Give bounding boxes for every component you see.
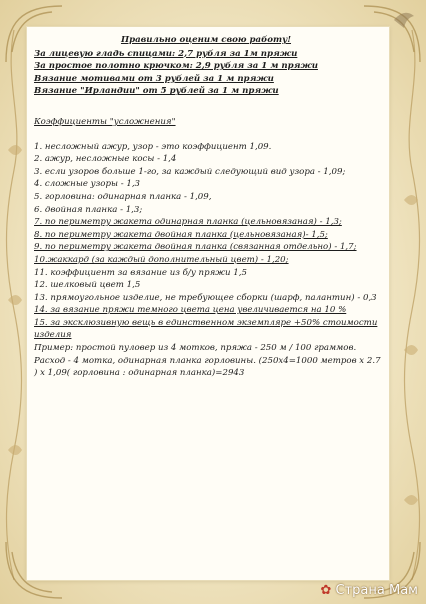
coefficient-list (34, 141, 386, 343)
example-paragraph: Пример: простой пуловер из 4 мотков, пряжа - 250 м / 100 граммов. Расход - 4 мотка, одинарная планка горловины. (250х4=1000 метров х 2.7 ) х 1,09( горловина : одинарная планка)=2943 (34, 343, 381, 379)
rate-line: Вязание мотивами от 3 рублей за 1 м пряжи (34, 73, 274, 84)
right-ornament-border (396, 0, 426, 604)
coefficient-item: 6. двойная планка - 1,3; (34, 204, 143, 215)
coefficient-item: 8. по периметру жакета двойная планка (цельновязаная)- 1,5; (34, 229, 328, 240)
coefficient-item: 13. прямоугольное изделие, не требующее сборки (шарф, палантин) - 0,3 (34, 292, 377, 303)
coefficient-item: 5. горловина: одинарная планка - 1,09, (34, 191, 212, 202)
coefficient-item: 14. за вязание пряжи темного цвета цена увеличивается на 10 % (34, 305, 347, 316)
watermark-badge-icon: ✿ (320, 583, 332, 598)
rate-line: За простое полотно крючком: 2,9 рубля за 1 м пряжи (34, 61, 318, 72)
document-content (34, 34, 386, 380)
coefficient-item: 10.жаккард (за каждый дополнительный цвет) - 1,20; (34, 254, 289, 265)
page-title: Правильно оценим свою работу! (120, 35, 292, 45)
section-title: Коэффициенты "усложнения" (34, 116, 176, 127)
coefficient-item: 1. несложный ажур, узор - это коэффициент 1,09. (34, 141, 272, 152)
left-ornament-border (0, 0, 30, 604)
coefficient-item: 3. если узоров больше 1-го, за каждый следующий вид узора - 1,09; (34, 166, 346, 177)
coefficient-item: 12. шелковый цвет 1,5 (34, 280, 141, 291)
coefficient-item: 15. за эксклюзивную вещь в единственном экземпляре +50% стоимости изделия (34, 317, 378, 341)
coefficient-item: 4. сложные узоры - 1,3 (34, 179, 141, 190)
rate-line: Вязание "Ирландии" от 5 рублей за 1 м пряжи (34, 86, 279, 97)
coefficient-item: 7. по периметру жакета одинарная планка (цельновязаная) - 1,3; (34, 217, 342, 228)
coefficient-item: 9. по периметру жакета двойная планка (связанная отдельно) - 1,7; (34, 242, 357, 253)
watermark-brand: Страна Мам (335, 583, 418, 598)
site-watermark (320, 583, 418, 598)
coefficient-item: 11. коэффициент за вязание из б/у пряжи 1,5 (34, 267, 247, 278)
coefficient-item: 2. ажур, несложные косы - 1,4 (34, 154, 177, 165)
rate-line: За лицевую гладь спицами: 2,7 рубля за 1м пряжи (34, 48, 298, 59)
